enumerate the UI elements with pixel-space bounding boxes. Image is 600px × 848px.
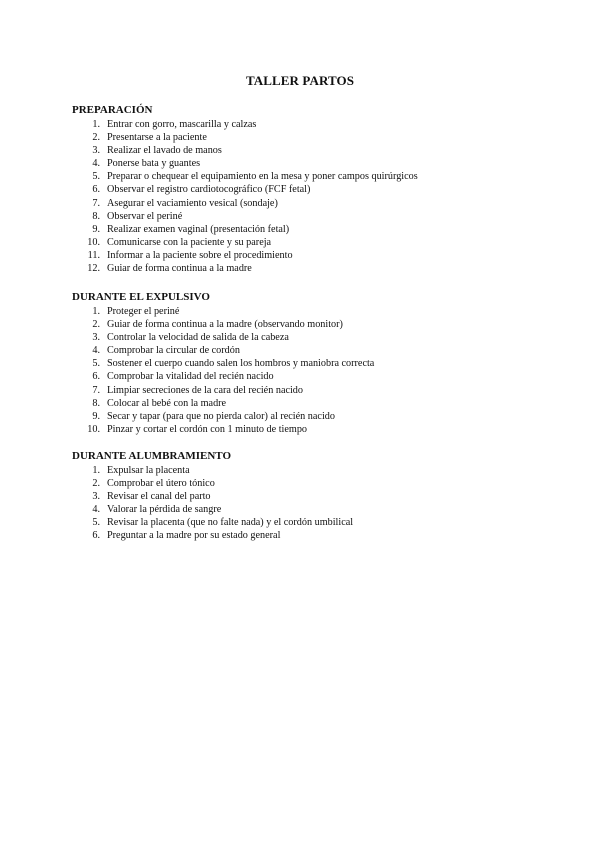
- list-item-number: 5.: [92, 517, 100, 529]
- list-item-number: 5.: [92, 358, 100, 370]
- list-item-number: 1.: [92, 306, 100, 317]
- numbered-list: [72, 118, 542, 275]
- list-item: [72, 477, 542, 490]
- list-item: [72, 423, 542, 436]
- list-item-number: 4.: [92, 504, 100, 516]
- list-item-text: Guiar de forma continua a la madre (observando monitor): [107, 319, 343, 331]
- list-item: [72, 397, 542, 410]
- list-item-text: Revisar la placenta (que no falte nada) y el cordón umbilical: [107, 517, 354, 529]
- list-item-text: Expulsar la placenta: [107, 465, 190, 476]
- list-item: [72, 305, 542, 318]
- list-item: [72, 370, 542, 383]
- list-item-number: 6.: [92, 371, 100, 383]
- list-item-text: Realizar el lavado de manos: [107, 145, 222, 157]
- list-item-text: Asegurar el vaciamiento vesical (sondaje): [107, 197, 278, 209]
- list-item-text: Informar a la paciente sobre el procedimiento: [107, 249, 293, 261]
- section-preparacion: [72, 104, 542, 275]
- list-item-number: 1.: [92, 465, 100, 476]
- list-item-number: 3.: [92, 491, 100, 503]
- list-item-number: 3.: [92, 332, 100, 344]
- list-item-number: 10.: [87, 236, 100, 248]
- list-item-text: Limpiar secreciones de la cara del recién nacido: [107, 384, 303, 396]
- list-item-number: 11.: [87, 249, 100, 261]
- list-item-text: Preparar o chequear el equipamiento en la mesa y poner campos quirúrgicos: [107, 171, 418, 183]
- list-item: [72, 170, 542, 183]
- numbered-list: [72, 305, 542, 436]
- list-item: [72, 197, 542, 210]
- list-item: [72, 223, 542, 236]
- list-item-text: Observar el periné: [107, 210, 183, 222]
- list-item: [72, 331, 542, 344]
- list-item-text: Observar el registro cardiotocográfico (FCF fetal): [107, 184, 311, 196]
- list-item-number: 8.: [92, 397, 100, 409]
- list-item: [72, 503, 542, 516]
- list-item-text: Sostener el cuerpo cuando salen los hombros y maniobra correcta: [107, 358, 375, 370]
- list-item: [72, 157, 542, 170]
- list-item-number: 5.: [92, 171, 100, 183]
- list-item: [72, 344, 542, 357]
- list-item-text: Comprobar el útero tónico: [107, 478, 215, 490]
- section-heading: DURANTE ALUMBRAMIENTO: [72, 450, 232, 462]
- section-durante-el-expulsivo: [72, 291, 542, 436]
- list-item-number: 12.: [87, 263, 100, 275]
- list-item-text: Controlar la velocidad de salida de la cabeza: [107, 332, 289, 344]
- document-title: TALLER PARTOS: [245, 73, 355, 88]
- list-item: [72, 131, 542, 144]
- list-item: [72, 118, 542, 131]
- list-item-text: Entrar con gorro, mascarilla y calzas: [107, 119, 257, 130]
- list-item-text: Presentarse a la paciente: [107, 132, 207, 144]
- list-item-text: Comprobar la circular de cordón: [107, 345, 240, 357]
- list-item-number: 2.: [92, 478, 100, 490]
- list-item-text: Comunicarse con la paciente y su pareja: [107, 236, 272, 248]
- list-item-text: Valorar la pérdida de sangre: [107, 504, 222, 516]
- list-item-number: 6.: [92, 184, 100, 196]
- list-item: [72, 144, 542, 157]
- list-item-number: 3.: [92, 145, 100, 157]
- list-item-number: 4.: [92, 158, 100, 170]
- list-item: [72, 384, 542, 397]
- list-item: [72, 410, 542, 423]
- list-item-number: 10.: [87, 423, 100, 435]
- list-item-text: Comprobar la vitalidad del recién nacido: [107, 371, 274, 383]
- list-item: [72, 249, 542, 262]
- list-item-number: 9.: [92, 223, 100, 235]
- list-item: [72, 210, 542, 223]
- list-item-number: 8.: [92, 210, 100, 222]
- list-item-number: 2.: [92, 132, 100, 144]
- list-item: [72, 262, 542, 275]
- list-item-text: Guiar de forma continua a la madre: [107, 263, 252, 275]
- section-durante-alumbramiento: [72, 450, 542, 543]
- list-item-text: Realizar examen vaginal (presentación fetal): [107, 223, 290, 235]
- list-item-text: Colocar al bebé con la madre: [107, 397, 227, 409]
- list-item-text: Ponerse bata y guantes: [107, 158, 201, 170]
- list-item: [72, 357, 542, 370]
- list-item-number: 2.: [92, 319, 100, 331]
- list-item: [72, 490, 542, 503]
- list-item: [72, 183, 542, 196]
- section-heading: DURANTE EL EXPULSIVO: [72, 291, 210, 303]
- list-item: [72, 318, 542, 331]
- list-item-number: 4.: [92, 345, 100, 357]
- numbered-list: [72, 464, 542, 543]
- list-item: [72, 516, 542, 529]
- list-item-number: 6.: [92, 530, 100, 542]
- list-item-number: 1.: [92, 119, 100, 130]
- list-item: [72, 236, 542, 249]
- list-item: [72, 529, 542, 542]
- list-item-number: 7.: [92, 197, 100, 209]
- list-item-number: 9.: [92, 410, 100, 422]
- list-item-text: Proteger el periné: [107, 306, 180, 317]
- list-item-text: Secar y tapar (para que no pierda calor) al recién nacido: [107, 410, 335, 422]
- list-item: [72, 464, 542, 477]
- list-item-text: Revisar el canal del parto: [107, 491, 211, 503]
- section-heading: PREPARACIÓN: [72, 104, 153, 116]
- list-item-number: 7.: [92, 384, 100, 396]
- list-item-text: Preguntar a la madre por su estado general: [107, 530, 281, 542]
- list-item-text: Pinzar y cortar el cordón con 1 minuto de tiempo: [107, 423, 308, 435]
